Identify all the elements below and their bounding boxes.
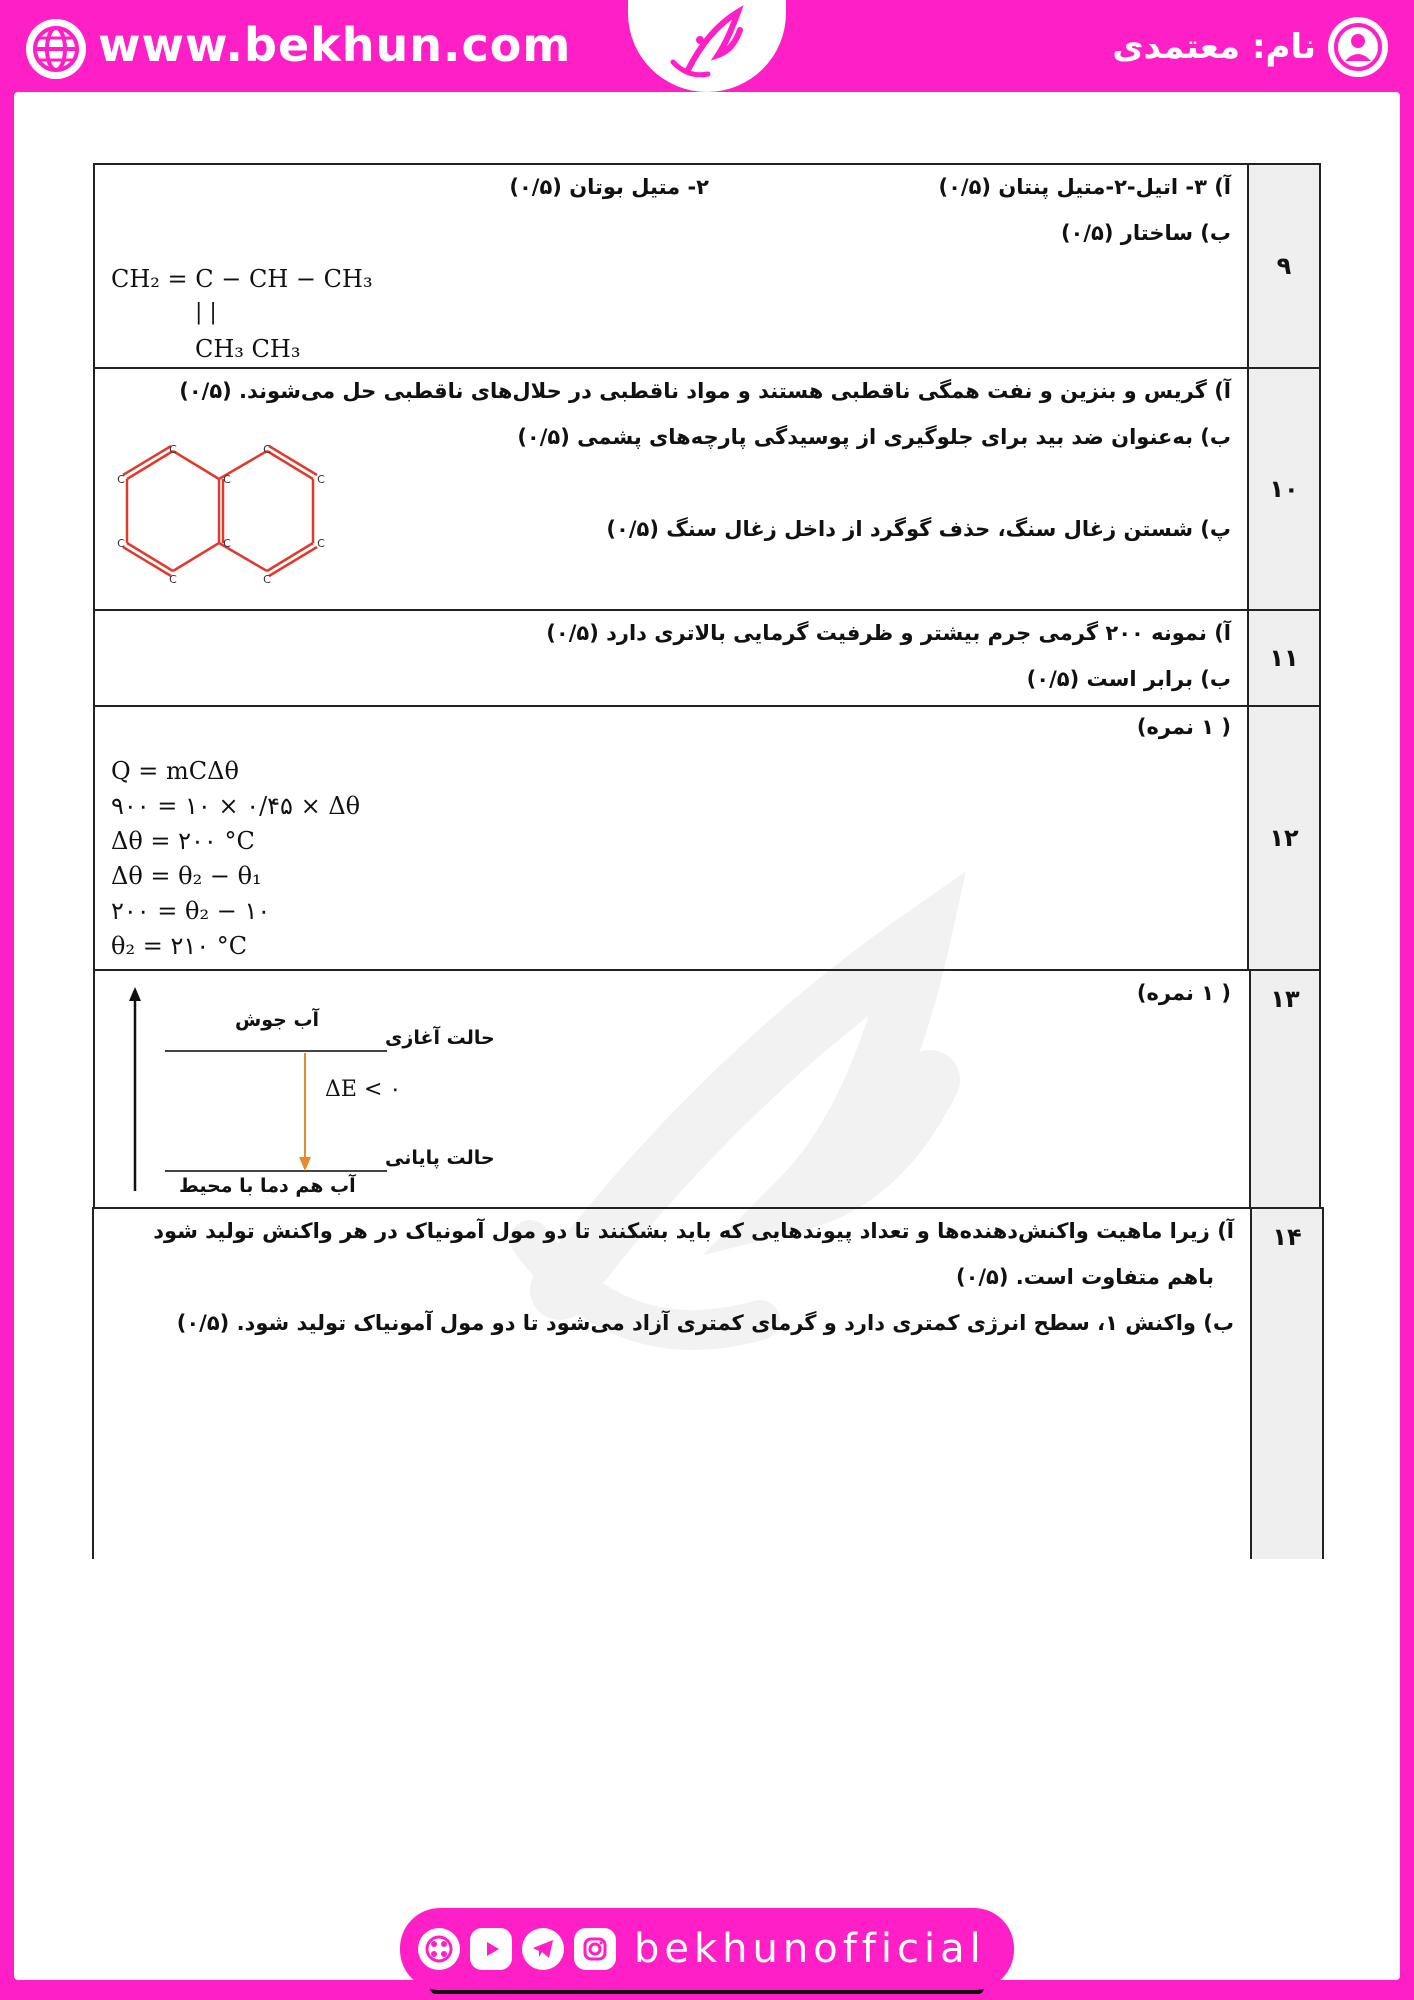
logo <box>628 0 786 92</box>
equation-3: Δθ = ۲۰۰ °C <box>111 827 255 855</box>
answer-9a-1: آ) ۳- اتیل-۲-متیل پنتان (۰/۵) <box>938 175 1231 199</box>
aparat-icon[interactable] <box>418 1928 460 1970</box>
question-number: ۱۳ <box>1249 971 1319 1209</box>
table-row-13 <box>93 969 1321 1209</box>
atom-label: C <box>223 473 231 486</box>
student-name: نام: معتمدی <box>1112 27 1316 67</box>
answer-9b: ب) ساختار (۰/۵) <box>1060 221 1231 245</box>
social-handle[interactable]: bekhunofficial <box>634 1926 986 1972</box>
atom-label: C <box>169 573 177 585</box>
table-row-9 <box>93 163 1321 369</box>
table-row-10 <box>93 367 1321 611</box>
atom-label: C <box>263 573 271 585</box>
atom-label: C <box>117 537 125 550</box>
question-number: ۱۴ <box>1250 1209 1322 1559</box>
score-13: ( ۱ نمره) <box>1136 981 1231 1005</box>
atom-label: C <box>223 537 231 550</box>
atom-label: C <box>317 537 325 550</box>
boiling-water-label: آب جوش <box>235 1009 320 1031</box>
instagram-icon[interactable] <box>574 1928 616 1970</box>
answer-11b: ب) برابر است (۰/۵) <box>1026 667 1231 691</box>
site-url[interactable]: www.bekhun.com <box>98 18 572 72</box>
youtube-icon[interactable] <box>470 1928 512 1970</box>
answer-10b: ب) به‌عنوان ضد بید برای جلوگیری از پوسیدگی پارچه‌های پشمی (۰/۵) <box>517 425 1231 449</box>
header <box>0 0 1414 92</box>
score-12: ( ۱ نمره) <box>1136 715 1231 739</box>
equation-6: θ₂ = ۲۱۰ °C <box>111 932 248 960</box>
answer-14a-1: آ) زیرا ماهیت واکنش‌دهنده‌ها و تعداد پیوندهایی که باید بشکنند تا دو مول آمونیاک در هر واکنش تولید شود <box>153 1219 1234 1243</box>
answer-10a: آ) گریس و بنزین و نفت همگی ناقطبی هستند و مواد ناقطبی در حلال‌های ناقطبی حل می‌شوند. (۰/۵) <box>179 379 1231 403</box>
answer-14a-2: باهم متفاوت است. (۰/۵) <box>955 1265 1214 1289</box>
naphthalene-structure <box>115 445 345 585</box>
answer-14b: ب) واکنش ۱، سطح انرژی کمتری دارد و گرمای کمتری آزاد می‌شود تا دو مول آمونیاک تولید شود. (۰/۵) <box>176 1311 1234 1335</box>
atom-label: C <box>317 473 325 486</box>
telegram-icon[interactable] <box>522 1928 564 1970</box>
structure-formula-line1: CH₂ = C − CH − CH₃ <box>111 265 373 293</box>
structure-formula-line3: CH₃ CH₃ <box>195 335 301 363</box>
final-state-label: حالت پایانی <box>385 1147 495 1169</box>
student-name-box <box>1112 16 1388 78</box>
answer-11a: آ) نمونه ۲۰۰ گرمی جرم بیشتر و ظرفیت گرمایی بالاتری دارد (۰/۵) <box>546 621 1231 645</box>
table-row-12 <box>93 705 1321 971</box>
question-number: ۹ <box>1247 165 1319 367</box>
structure-formula-bonds: | | <box>195 300 217 325</box>
equation-1: Q = mCΔθ <box>111 757 239 785</box>
delta-e-label: ΔE < ۰ <box>325 1077 402 1102</box>
footer-social-bar <box>400 1908 1014 1990</box>
table-row-14 <box>92 1207 1324 1559</box>
ambient-water-label: آب هم دما با محیط <box>179 1175 356 1197</box>
equation-4: Δθ = θ₂ − θ₁ <box>111 862 262 890</box>
initial-state-label: حالت آغازی <box>385 1027 495 1049</box>
user-icon <box>1328 17 1388 77</box>
atom-label: C <box>169 445 177 456</box>
atom-label: C <box>263 445 271 456</box>
globe-icon <box>26 19 86 79</box>
equation-2: ۹۰۰ = ۱۰ × ۰/۴۵ × Δθ <box>111 792 361 820</box>
question-number: ۱۲ <box>1247 707 1319 969</box>
table-row-11 <box>93 609 1321 707</box>
equation-5: ۲۰۰ = θ₂ − ۱۰ <box>111 897 271 925</box>
question-number: ۱۰ <box>1247 369 1319 609</box>
answer-9a-2: ۲- متیل بوتان (۰/۵) <box>509 175 709 199</box>
answer-10p: پ) شستن زغال سنگ، حذف گوگرد از داخل زغال سنگ (۰/۵) <box>606 517 1231 541</box>
question-number: ۱۱ <box>1247 611 1319 705</box>
atom-label: C <box>117 473 125 486</box>
